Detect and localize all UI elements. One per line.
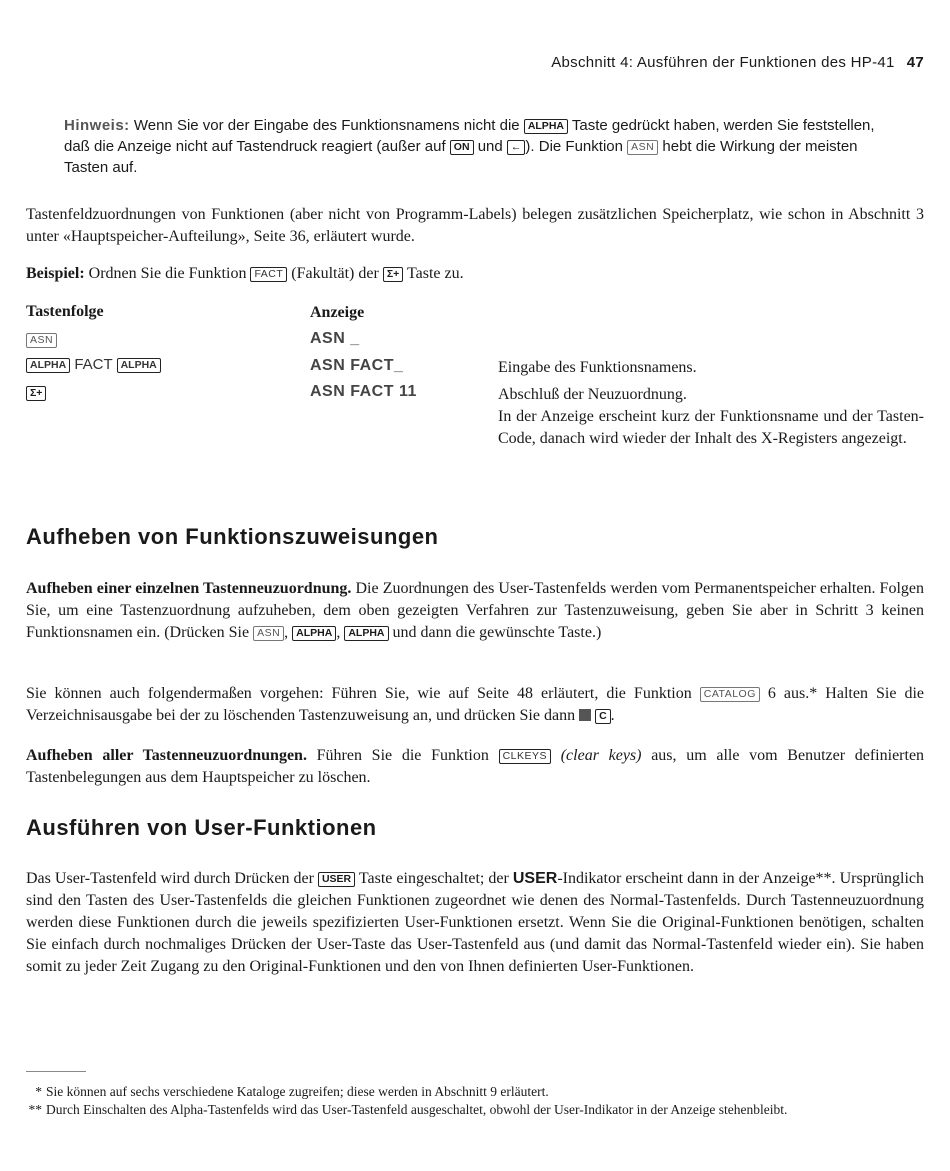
section1-paragraph-3	[26, 745, 924, 789]
table-header-keys: Tastenfolge	[26, 303, 104, 320]
display-value: ASN _	[310, 330, 360, 347]
example-text: Ordnen Sie die Funktion	[88, 265, 247, 282]
asn-key: ASN	[26, 333, 57, 348]
user-indicator-label: USER	[512, 870, 558, 887]
paragraph-text: .	[610, 707, 615, 724]
backarrow-key: ←	[507, 140, 526, 155]
step-description	[498, 384, 924, 450]
paragraph-text: Sie können auch folgendermaßen vorgehen: Führen Sie, wie auf Seite 48 erläutert, die Funktion	[26, 685, 692, 702]
footnote-mark: **	[28, 1102, 42, 1117]
user-key: USER	[318, 872, 355, 887]
section-heading: Aufheben von Funktionszuweisungen	[26, 524, 439, 549]
example-line	[26, 263, 924, 285]
sigma-plus-key: Σ+	[383, 267, 403, 282]
footnote-mark: *	[35, 1084, 42, 1099]
catalog-key: CATALOG	[700, 687, 760, 702]
hint-text: Wenn Sie vor der Eingabe des Funktionsnamens nicht die	[133, 117, 520, 134]
table-row	[26, 356, 161, 373]
footnote	[24, 1084, 924, 1100]
section-heading: Ausführen von User-Funktionen	[26, 815, 377, 840]
step-description-line: Abschluß der Neuzuordnung.	[498, 386, 687, 403]
footnote-text: Durch Einschalten des Alpha-Tastenfelds wird das User-Tastenfeld ausgeschaltet, obwohl der User-Indikator in der Anzeige stehenbleibt.	[46, 1102, 788, 1117]
hint-text: ). Die Funktion	[525, 138, 623, 155]
display-value: ASN FACT 11	[310, 383, 417, 400]
paragraph-text: ,	[336, 624, 341, 641]
asn-key: ASN	[627, 140, 658, 155]
c-key: C	[595, 709, 611, 724]
paragraph-italic: (clear keys)	[560, 747, 642, 764]
table-row	[26, 331, 57, 349]
footnote-divider	[26, 1071, 86, 1072]
footnote-text: Sie können auf sechs verschiedene Kataloge zugreifen; diese werden in Abschnitt 9 erläutert.	[46, 1084, 549, 1099]
hint-text: und	[477, 138, 503, 155]
paragraph-text: Das User-Tastenfeld wird durch Drücken der	[26, 870, 314, 887]
paragraph-lead: Aufheben einer einzelnen Tastenneuzuordnung.	[26, 580, 352, 597]
asn-key: ASN	[253, 626, 284, 641]
alpha-key: ALPHA	[292, 626, 336, 641]
footnote	[24, 1102, 947, 1118]
paragraph-text: -Indikator erscheint dann in der Anzeige**. Ursprünglich sind den Tasten des User-Tastenfelds die gleichen Funktionen zugeordnet wie denen des Normal-Tastenfelds. Durch Tastenneuzuordnung werden diese Funktionen durch die jeweils spezifizierten User-Funktionen ersetzt. Wenn Sie die Original-Funktionen benötigen, schalten Sie einfach durch nochmaliges Drücken der User-Taste das User-Tastenfeld aus (und damit das Normal-Tastenfeld wieder ein). Sie haben somit zu jeder Zeit Zugang zu den Original-Funktionen und den von Ihnen definierten User-Funktionen.	[26, 870, 925, 975]
step-description: Eingabe des Funktionsnamens.	[498, 359, 697, 376]
paragraph-text: aus, um alle vom Benutzer definierten Tastenbelegungen aus dem Hauptspeicher zu löschen.	[26, 747, 925, 786]
example-text: Taste zu.	[406, 265, 464, 282]
running-head	[551, 54, 924, 71]
paragraph-text: und dann die gewünschte Taste.)	[392, 624, 602, 641]
on-key: ON	[450, 140, 474, 155]
key-sequence-text: FACT	[74, 356, 113, 373]
paragraph-text: Führen Sie die Funktion	[316, 747, 489, 764]
paragraph-text: 6 aus.* Halten Sie die Verzeichnisausgabe bei der zu löschenden Tastenzuweisung an, und drücken Sie dann	[26, 685, 924, 724]
alpha-key: ALPHA	[344, 626, 388, 641]
table-row	[26, 384, 46, 402]
shift-key-icon	[579, 709, 591, 721]
section1-paragraph-2	[26, 683, 924, 727]
hint-text: hebt die Wirkung der meisten Tasten auf.	[64, 138, 858, 176]
hint-label: Hinweis:	[64, 117, 130, 134]
intro-paragraph: Tastenfeldzuordnungen von Funktionen (aber nicht von Programm-Labels) belegen zusätzlichen Speicherplatz, wie schon in Abschnitt 3 unter «Hauptspeicher-Aufteilung», Seite 36, erläutert wurde.	[26, 206, 924, 245]
paragraph-lead: Aufheben aller Tastenneuzuordnungen.	[26, 747, 307, 764]
hint-text: Taste gedrückt haben, werden Sie feststellen, daß die Anzeige nicht auf Tastendruck reagiert (außer auf	[64, 117, 875, 155]
table-header-display: Anzeige	[310, 304, 365, 321]
alpha-key: ALPHA	[26, 358, 70, 373]
display-value: ASN FACT_	[310, 357, 404, 374]
step-description-line: In der Anzeige erscheint kurz der Funktionsname und der Tasten-Code, danach wird wieder der Inhalt des X-Registers angezeigt.	[498, 408, 924, 447]
example-label: Beispiel:	[26, 265, 85, 282]
paragraph-text: ,	[284, 624, 289, 641]
example-text: (Fakultät) der	[291, 265, 379, 282]
paragraph-text: Taste eingeschaltet; der	[358, 870, 509, 887]
section2-paragraph	[26, 868, 924, 978]
clkeys-key: CLKEYS	[499, 749, 551, 764]
page-number: 47	[906, 54, 924, 71]
running-head-title: Abschnitt 4: Ausführen der Funktionen des HP-41	[551, 54, 895, 71]
alpha-key: ALPHA	[117, 358, 161, 373]
fact-key: FACT	[250, 267, 287, 282]
sigma-plus-key: Σ+	[26, 386, 46, 401]
section1-paragraph-1	[26, 578, 924, 644]
hint-note	[64, 115, 894, 178]
alpha-key: ALPHA	[524, 119, 568, 134]
paragraph-text: Die Zuordnungen des User-Tastenfelds werden vom Permanentspeicher erhalten. Folgen Sie, um eine Tastenzuordnung aufzuheben, dem oben gezeigten Verfahren zur Tastenzuweisung, geben Sie aber in Schritt 3 keinen Funktionsnamen ein. (Drücken Sie	[26, 580, 925, 641]
